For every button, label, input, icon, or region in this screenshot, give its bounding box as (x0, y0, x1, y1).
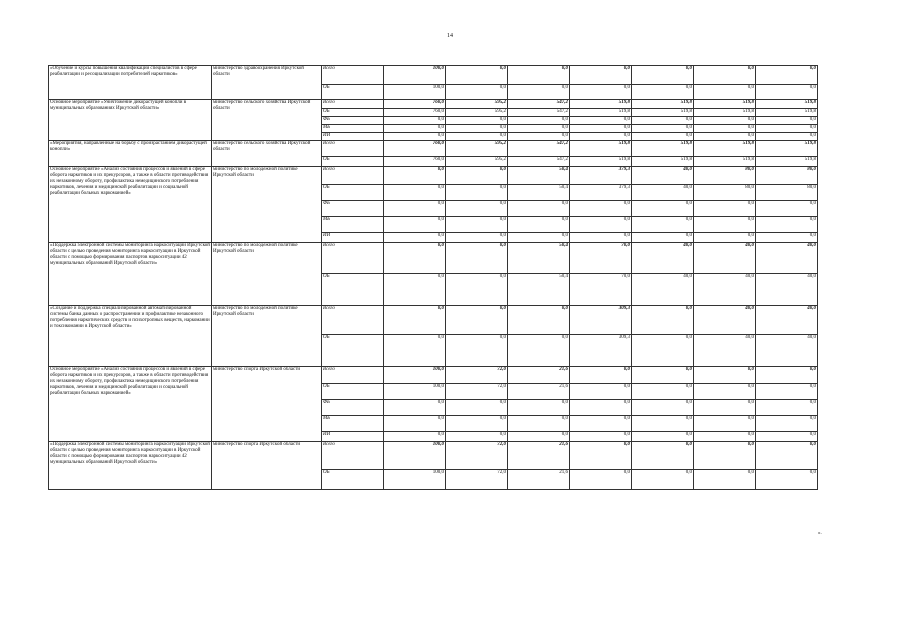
amount-cell: 760,0 (384, 141, 446, 157)
amount-cell: 0,0 (384, 117, 446, 125)
amount-cell: 0,0 (694, 117, 756, 125)
amount-cell: 0,0 (570, 85, 632, 100)
funding-source-cell: Всего (322, 442, 384, 470)
amount-cell: 0,0 (384, 217, 446, 233)
activity-name-cell: «Создание и поддержка специализированной автоматизированной системы банка данных о распространении и профилактике незаконного потребления наркотических средств и психотропных веществ, наркомании и токсикомании в Иркутской области» (49, 306, 212, 367)
amount-cell: 0,0 (570, 416, 632, 432)
executor-cell: министерство здравоохранения Иркутской области (212, 66, 322, 100)
amount-cell: 0,0 (632, 432, 694, 442)
amount-cell: 0,0 (570, 201, 632, 217)
amount-cell: 0,0 (694, 66, 756, 85)
amount-cell: 0,0 (508, 335, 570, 367)
amount-cell: 0,0 (570, 233, 632, 243)
amount-cell: 0,0 (632, 384, 694, 400)
amount-cell: 0,0 (632, 233, 694, 243)
amount-cell: 0,0 (694, 367, 756, 384)
amount-cell: 50,4 (508, 167, 570, 185)
funding-source-cell: ИИ (322, 432, 384, 442)
amount-cell: 0,0 (756, 125, 818, 133)
amount-cell: 70,0 (570, 243, 632, 274)
amount-cell: 519,8 (632, 141, 694, 157)
amount-cell: 0,0 (384, 185, 446, 201)
amount-cell: 0,0 (570, 384, 632, 400)
amount-cell: 519,8 (756, 157, 818, 167)
amount-cell: 0,0 (384, 125, 446, 133)
amount-cell: 0,0 (446, 167, 508, 185)
page-number: 14 (447, 33, 453, 39)
amount-cell: 0,0 (694, 125, 756, 133)
amount-cell: 0,0 (570, 442, 632, 470)
amount-cell: 0,0 (446, 117, 508, 125)
amount-cell: 379,3 (570, 167, 632, 185)
funding-source-cell: Всего (322, 167, 384, 185)
funding-source-cell: Всего (322, 100, 384, 109)
amount-cell: 0,0 (508, 306, 570, 335)
amount-cell: 0,0 (446, 85, 508, 100)
amount-cell: 0,0 (446, 416, 508, 432)
amount-cell: 0,0 (508, 66, 570, 85)
amount-cell: 519,8 (694, 157, 756, 167)
amount-cell: 0,0 (446, 66, 508, 85)
amount-cell: 0,0 (632, 306, 694, 335)
amount-cell: 40,0 (756, 335, 818, 367)
funding-source-cell: ОБ (322, 185, 384, 201)
amount-cell: 519,8 (756, 100, 818, 109)
funding-source-cell: ОБ (322, 85, 384, 100)
amount-cell: 0,0 (694, 201, 756, 217)
table-row (49, 306, 818, 335)
amount-cell: 50,4 (508, 274, 570, 306)
executor-cell: министерство сельского хозяйства Иркутской области (212, 100, 322, 141)
amount-cell: 21,6 (508, 384, 570, 400)
funding-source-cell: ОБ (322, 157, 384, 167)
amount-cell: 0,0 (694, 470, 756, 490)
amount-cell: 0,0 (694, 442, 756, 470)
amount-cell: 40,0 (694, 306, 756, 335)
funding-source-cell: ОБ (322, 109, 384, 117)
funding-source-cell: Всего (322, 306, 384, 335)
amount-cell: 40,0 (632, 243, 694, 274)
funding-source-cell: ИИ (322, 133, 384, 141)
activity-name-cell: «Поддержка электронной системы мониторинга наркоситуации Иркутской области с целью проведения мониторинга наркоситуации в Иркутской области с помощью формирования паспортов наркоситуации 42 муниципальных образований Иркутской области» (49, 442, 212, 490)
amount-cell: 0,0 (446, 274, 508, 306)
amount-cell: 0,0 (508, 233, 570, 243)
amount-cell: 100,0 (384, 66, 446, 85)
amount-cell: 595,2 (446, 141, 508, 157)
amount-cell: 0,0 (632, 335, 694, 367)
amount-cell: 0,0 (632, 400, 694, 416)
amount-cell: 0,0 (384, 306, 446, 335)
amount-cell: 519,8 (694, 109, 756, 117)
amount-cell: 0,0 (756, 201, 818, 217)
amount-cell: 40,0 (694, 274, 756, 306)
table-row (49, 442, 818, 470)
amount-cell: 0,0 (446, 335, 508, 367)
amount-cell: 0,0 (632, 117, 694, 125)
activity-name-cell: Основное мероприятие «Анализ состояния процессов и явлений в сфере оборота наркотиков и их прекурсоров, а также в области противодействия их незаконному обороту, профилактика немедицинского потребления наркотиков, лечения и медицинской реабилитации и социальной реабилитации больных наркоманией» (49, 367, 212, 442)
amount-cell: 519,8 (756, 141, 818, 157)
amount-cell: 80,0 (756, 167, 818, 185)
amount-cell: 0,0 (446, 185, 508, 201)
amount-cell: 0,0 (508, 400, 570, 416)
executor-cell: министерство по молодежной политике Иркутской области (212, 167, 322, 243)
amount-cell: 0,0 (756, 384, 818, 400)
amount-cell: 80,0 (694, 185, 756, 201)
amount-cell: 0,0 (694, 85, 756, 100)
amount-cell: 72,0 (446, 442, 508, 470)
amount-cell: 0,0 (570, 432, 632, 442)
funding-source-cell: ИИ (322, 233, 384, 243)
amount-cell: 519,8 (632, 109, 694, 117)
executor-cell: министерство по молодежной политике Иркутской области (212, 243, 322, 306)
amount-cell: 0,0 (384, 201, 446, 217)
amount-cell: 40,0 (694, 243, 756, 274)
amount-cell: 0,0 (694, 400, 756, 416)
funding-source-cell: Всего (322, 367, 384, 384)
amount-cell: 0,0 (756, 470, 818, 490)
amount-cell: 519,8 (694, 100, 756, 109)
table-row (49, 243, 818, 274)
amount-cell: 519,8 (694, 141, 756, 157)
amount-cell: 379,3 (570, 185, 632, 201)
amount-cell: 0,0 (446, 243, 508, 274)
budget-table (48, 65, 818, 490)
amount-cell: 0,0 (756, 217, 818, 233)
amount-cell: 0,0 (694, 416, 756, 432)
amount-cell: 0,0 (508, 416, 570, 432)
amount-cell: 0,0 (632, 442, 694, 470)
amount-cell: 0,0 (446, 432, 508, 442)
amount-cell: 0,0 (570, 125, 632, 133)
amount-cell: 0,0 (446, 133, 508, 141)
amount-cell: 0,0 (384, 233, 446, 243)
funding-source-cell: Всего (322, 66, 384, 85)
amount-cell: 0,0 (570, 470, 632, 490)
amount-cell: 100,0 (384, 442, 446, 470)
amount-cell: 0,0 (446, 233, 508, 243)
amount-cell: 547,2 (508, 157, 570, 167)
funding-source-cell: Всего (322, 243, 384, 274)
amount-cell: 50,4 (508, 185, 570, 201)
executor-cell: министерство спорта Иркутской области (212, 367, 322, 442)
amount-cell: 0,0 (632, 367, 694, 384)
amount-cell: 21,6 (508, 470, 570, 490)
amount-cell: 0,0 (446, 217, 508, 233)
amount-cell: 0,0 (508, 201, 570, 217)
funding-source-cell: ОБ (322, 335, 384, 367)
amount-cell: 0,0 (570, 133, 632, 141)
amount-cell: 0,0 (570, 400, 632, 416)
executor-cell: министерство по молодежной политике Иркутской области (212, 306, 322, 367)
amount-cell: 0,0 (508, 117, 570, 125)
amount-cell: 0,0 (694, 384, 756, 400)
amount-cell: 760,0 (384, 157, 446, 167)
amount-cell: 50,4 (508, 243, 570, 274)
amount-cell: 519,8 (632, 100, 694, 109)
amount-cell: 0,0 (508, 432, 570, 442)
amount-cell: 0,0 (508, 133, 570, 141)
amount-cell: 40,0 (756, 306, 818, 335)
amount-cell: 40,0 (694, 335, 756, 367)
amount-cell: 0,0 (384, 416, 446, 432)
amount-cell: 0,0 (632, 201, 694, 217)
amount-cell: 519,8 (570, 157, 632, 167)
amount-cell: 0,0 (756, 442, 818, 470)
amount-cell: 0,0 (632, 470, 694, 490)
amount-cell: 0,0 (384, 133, 446, 141)
amount-cell: 0,0 (694, 133, 756, 141)
amount-cell: 309,3 (570, 335, 632, 367)
activity-name-cell: Основное мероприятие «Уничтожение дикорастущей конопли в муниципальных образованиях Иркутской области» (49, 100, 212, 141)
amount-cell: 0,0 (756, 117, 818, 125)
amount-cell: 0,0 (384, 335, 446, 367)
amount-cell: 0,0 (632, 416, 694, 432)
amount-cell: 0,0 (756, 400, 818, 416)
amount-cell: 0,0 (570, 217, 632, 233)
table-row (49, 141, 818, 157)
amount-cell: 0,0 (384, 432, 446, 442)
funding-source-cell: Всего (322, 141, 384, 157)
funding-source-cell: МБ (322, 416, 384, 432)
amount-cell: 40,0 (632, 167, 694, 185)
amount-cell: 100,0 (384, 85, 446, 100)
amount-cell: 72,0 (446, 470, 508, 490)
amount-cell: 0,0 (446, 400, 508, 416)
amount-cell: 72,0 (446, 367, 508, 384)
amount-cell: 0,0 (632, 66, 694, 85)
activity-name-cell: Основное мероприятие «Анализ состояния процессов и явлений в сфере оборота наркотиков и их прекурсоров, а также в области противодействия их незаконному обороту, профилактика немедицинского потребления наркотиков, лечения и медицинской реабилитации и социальной реабилитации больных наркоманией» (49, 167, 212, 243)
amount-cell: 0,0 (694, 217, 756, 233)
amount-cell: 72,0 (446, 384, 508, 400)
amount-cell: 0,0 (446, 306, 508, 335)
amount-cell: 0,0 (446, 125, 508, 133)
amount-cell: 0,0 (756, 66, 818, 85)
activity-name-cell: «Мероприятия, направленные на борьбу с произрастанием дикорастущей конопли» (49, 141, 212, 167)
amount-cell: 0,0 (384, 167, 446, 185)
amount-cell: 0,0 (756, 367, 818, 384)
amount-cell: 0,0 (632, 133, 694, 141)
amount-cell: 100,0 (384, 367, 446, 384)
funding-source-cell: ФБ (322, 117, 384, 125)
amount-cell: 80,0 (694, 167, 756, 185)
amount-cell: 0,0 (694, 233, 756, 243)
amount-cell: 100,0 (384, 384, 446, 400)
funding-source-cell: ФБ (322, 400, 384, 416)
amount-cell: 0,0 (632, 85, 694, 100)
executor-cell: министерство спорта Иркутской области (212, 442, 322, 490)
amount-cell: 0,0 (756, 416, 818, 432)
amount-cell: 0,0 (570, 367, 632, 384)
amount-cell: 40,0 (756, 274, 818, 306)
amount-cell: 0,0 (570, 117, 632, 125)
table-row (49, 66, 818, 85)
funding-source-cell: ОБ (322, 274, 384, 306)
amount-cell: 0,0 (384, 274, 446, 306)
amount-cell: 0,0 (508, 125, 570, 133)
amount-cell: 0,0 (570, 66, 632, 85)
funding-source-cell: ФБ (322, 201, 384, 217)
amount-cell: 0,0 (756, 233, 818, 243)
amount-cell: 309,3 (570, 306, 632, 335)
amount-cell: 547,2 (508, 141, 570, 157)
amount-cell: 519,8 (570, 100, 632, 109)
amount-cell: 595,2 (446, 109, 508, 117)
amount-cell: 547,2 (508, 100, 570, 109)
amount-cell: 595,2 (446, 100, 508, 109)
table-row (49, 100, 818, 109)
amount-cell: 40,0 (632, 274, 694, 306)
amount-cell: 0,0 (384, 400, 446, 416)
amount-cell: 519,8 (570, 109, 632, 117)
amount-cell: 519,8 (756, 109, 818, 117)
amount-cell: 70,0 (570, 274, 632, 306)
amount-cell: 0,0 (632, 125, 694, 133)
amount-cell: 0,0 (756, 432, 818, 442)
activity-name-cell: «Обучение и курсы повышения квалификации специалистов в сфере реабилитации и ресоциализации потребителей наркотиков» (49, 66, 212, 100)
funding-source-cell: МБ (322, 217, 384, 233)
table-row (49, 367, 818, 384)
amount-cell: 0,0 (694, 432, 756, 442)
amount-cell: 21,6 (508, 442, 570, 470)
amount-cell: 595,2 (446, 157, 508, 167)
amount-cell: 40,0 (756, 243, 818, 274)
amount-cell: 80,0 (756, 185, 818, 201)
amount-cell: 519,8 (632, 157, 694, 167)
amount-cell: 519,8 (570, 141, 632, 157)
activity-name-cell: «Поддержка электронной системы мониторинга наркоситуации Иркутской области с целью проведения мониторинга наркоситуации в Иркутской области с помощью формирования паспортов наркоситуации 42 муниципальных образований Иркутской области» (49, 243, 212, 306)
amount-cell: 0,0 (508, 217, 570, 233)
amount-cell: 547,2 (508, 109, 570, 117)
executor-cell: министерство сельского хозяйства Иркутской области (212, 141, 322, 167)
funding-source-cell: МБ (322, 125, 384, 133)
amount-cell: 40,0 (632, 185, 694, 201)
amount-cell: 0,0 (508, 85, 570, 100)
amount-cell: 0,0 (446, 201, 508, 217)
table-row (49, 167, 818, 185)
amount-cell: 760,0 (384, 109, 446, 117)
amount-cell: 0,0 (632, 217, 694, 233)
amount-cell: 0,0 (384, 243, 446, 274)
amount-cell: 100,0 (384, 470, 446, 490)
amount-cell: 21,6 (508, 367, 570, 384)
amount-cell: 0,0 (756, 85, 818, 100)
amount-cell: 760,0 (384, 100, 446, 109)
funding-source-cell: ОБ (322, 470, 384, 490)
funding-source-cell: ОБ (322, 384, 384, 400)
amount-cell: 0,0 (756, 133, 818, 141)
closing-quote-mark: ». (818, 531, 822, 536)
